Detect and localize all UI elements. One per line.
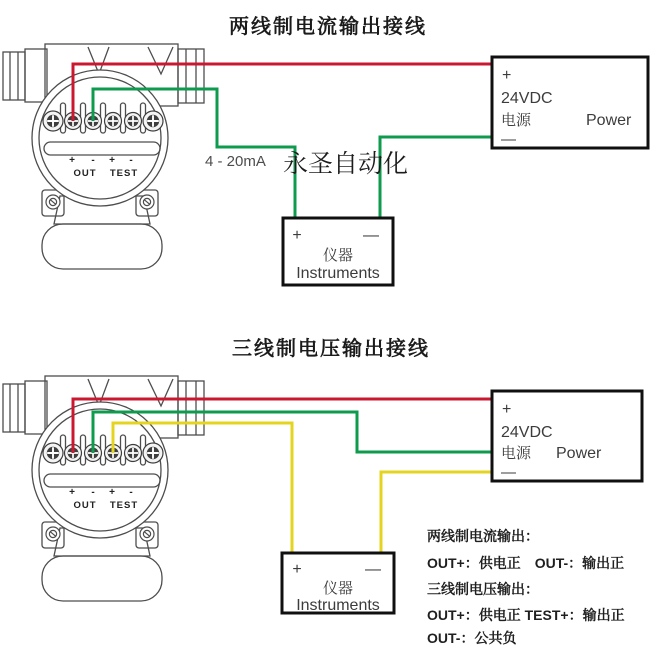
- transmitter-top: [3, 44, 204, 269]
- legend-line-1: 两线制电流输出：: [427, 528, 539, 544]
- power-bottom-label-cn: 电源: [501, 445, 532, 462]
- legend-line-2: OUT+：供电正 OUT-：输出正: [427, 555, 625, 571]
- power-bottom-label-en: Power: [556, 445, 602, 462]
- instrument-bottom-minus: —: [365, 561, 381, 578]
- signal-range-label: 4 - 20mA: [205, 153, 266, 170]
- legend-block: [427, 528, 625, 646]
- power-bottom-voltage: 24VDC: [501, 424, 553, 441]
- transmitter-bottom: [3, 376, 204, 601]
- power-top-label-cn: 电源: [501, 112, 532, 129]
- power-top-label-en: Power: [586, 112, 632, 129]
- title-three-wire: 三线制电压输出接线: [232, 338, 430, 360]
- instrument-bottom-label-en: Instruments: [296, 597, 380, 614]
- instrument-top-plus: +: [292, 227, 302, 244]
- power-bottom-plus: +: [502, 401, 512, 418]
- power-bottom-minus: —: [501, 464, 516, 481]
- instrument-bottom-label-cn: 仪器: [322, 580, 354, 597]
- power-top-minus: —: [501, 131, 516, 148]
- title-two-wire: 两线制电流输出接线: [229, 16, 427, 38]
- instrument-bottom-plus: +: [292, 561, 302, 578]
- watermark-text: 永圣自动化: [283, 150, 409, 178]
- power-top-voltage: 24VDC: [501, 90, 553, 107]
- instrument-top-label-en: Instruments: [296, 265, 380, 282]
- legend-line-4: OUT+：供电正 TEST+：输出正: [427, 607, 625, 623]
- instrument-top-minus: —: [363, 227, 379, 244]
- legend-line-3: 三线制电压输出：: [427, 581, 539, 597]
- instrument-top-label-cn: 仪器: [322, 247, 354, 264]
- legend-line-5: OUT-：公共负: [427, 630, 517, 646]
- power-top-plus: +: [502, 67, 512, 84]
